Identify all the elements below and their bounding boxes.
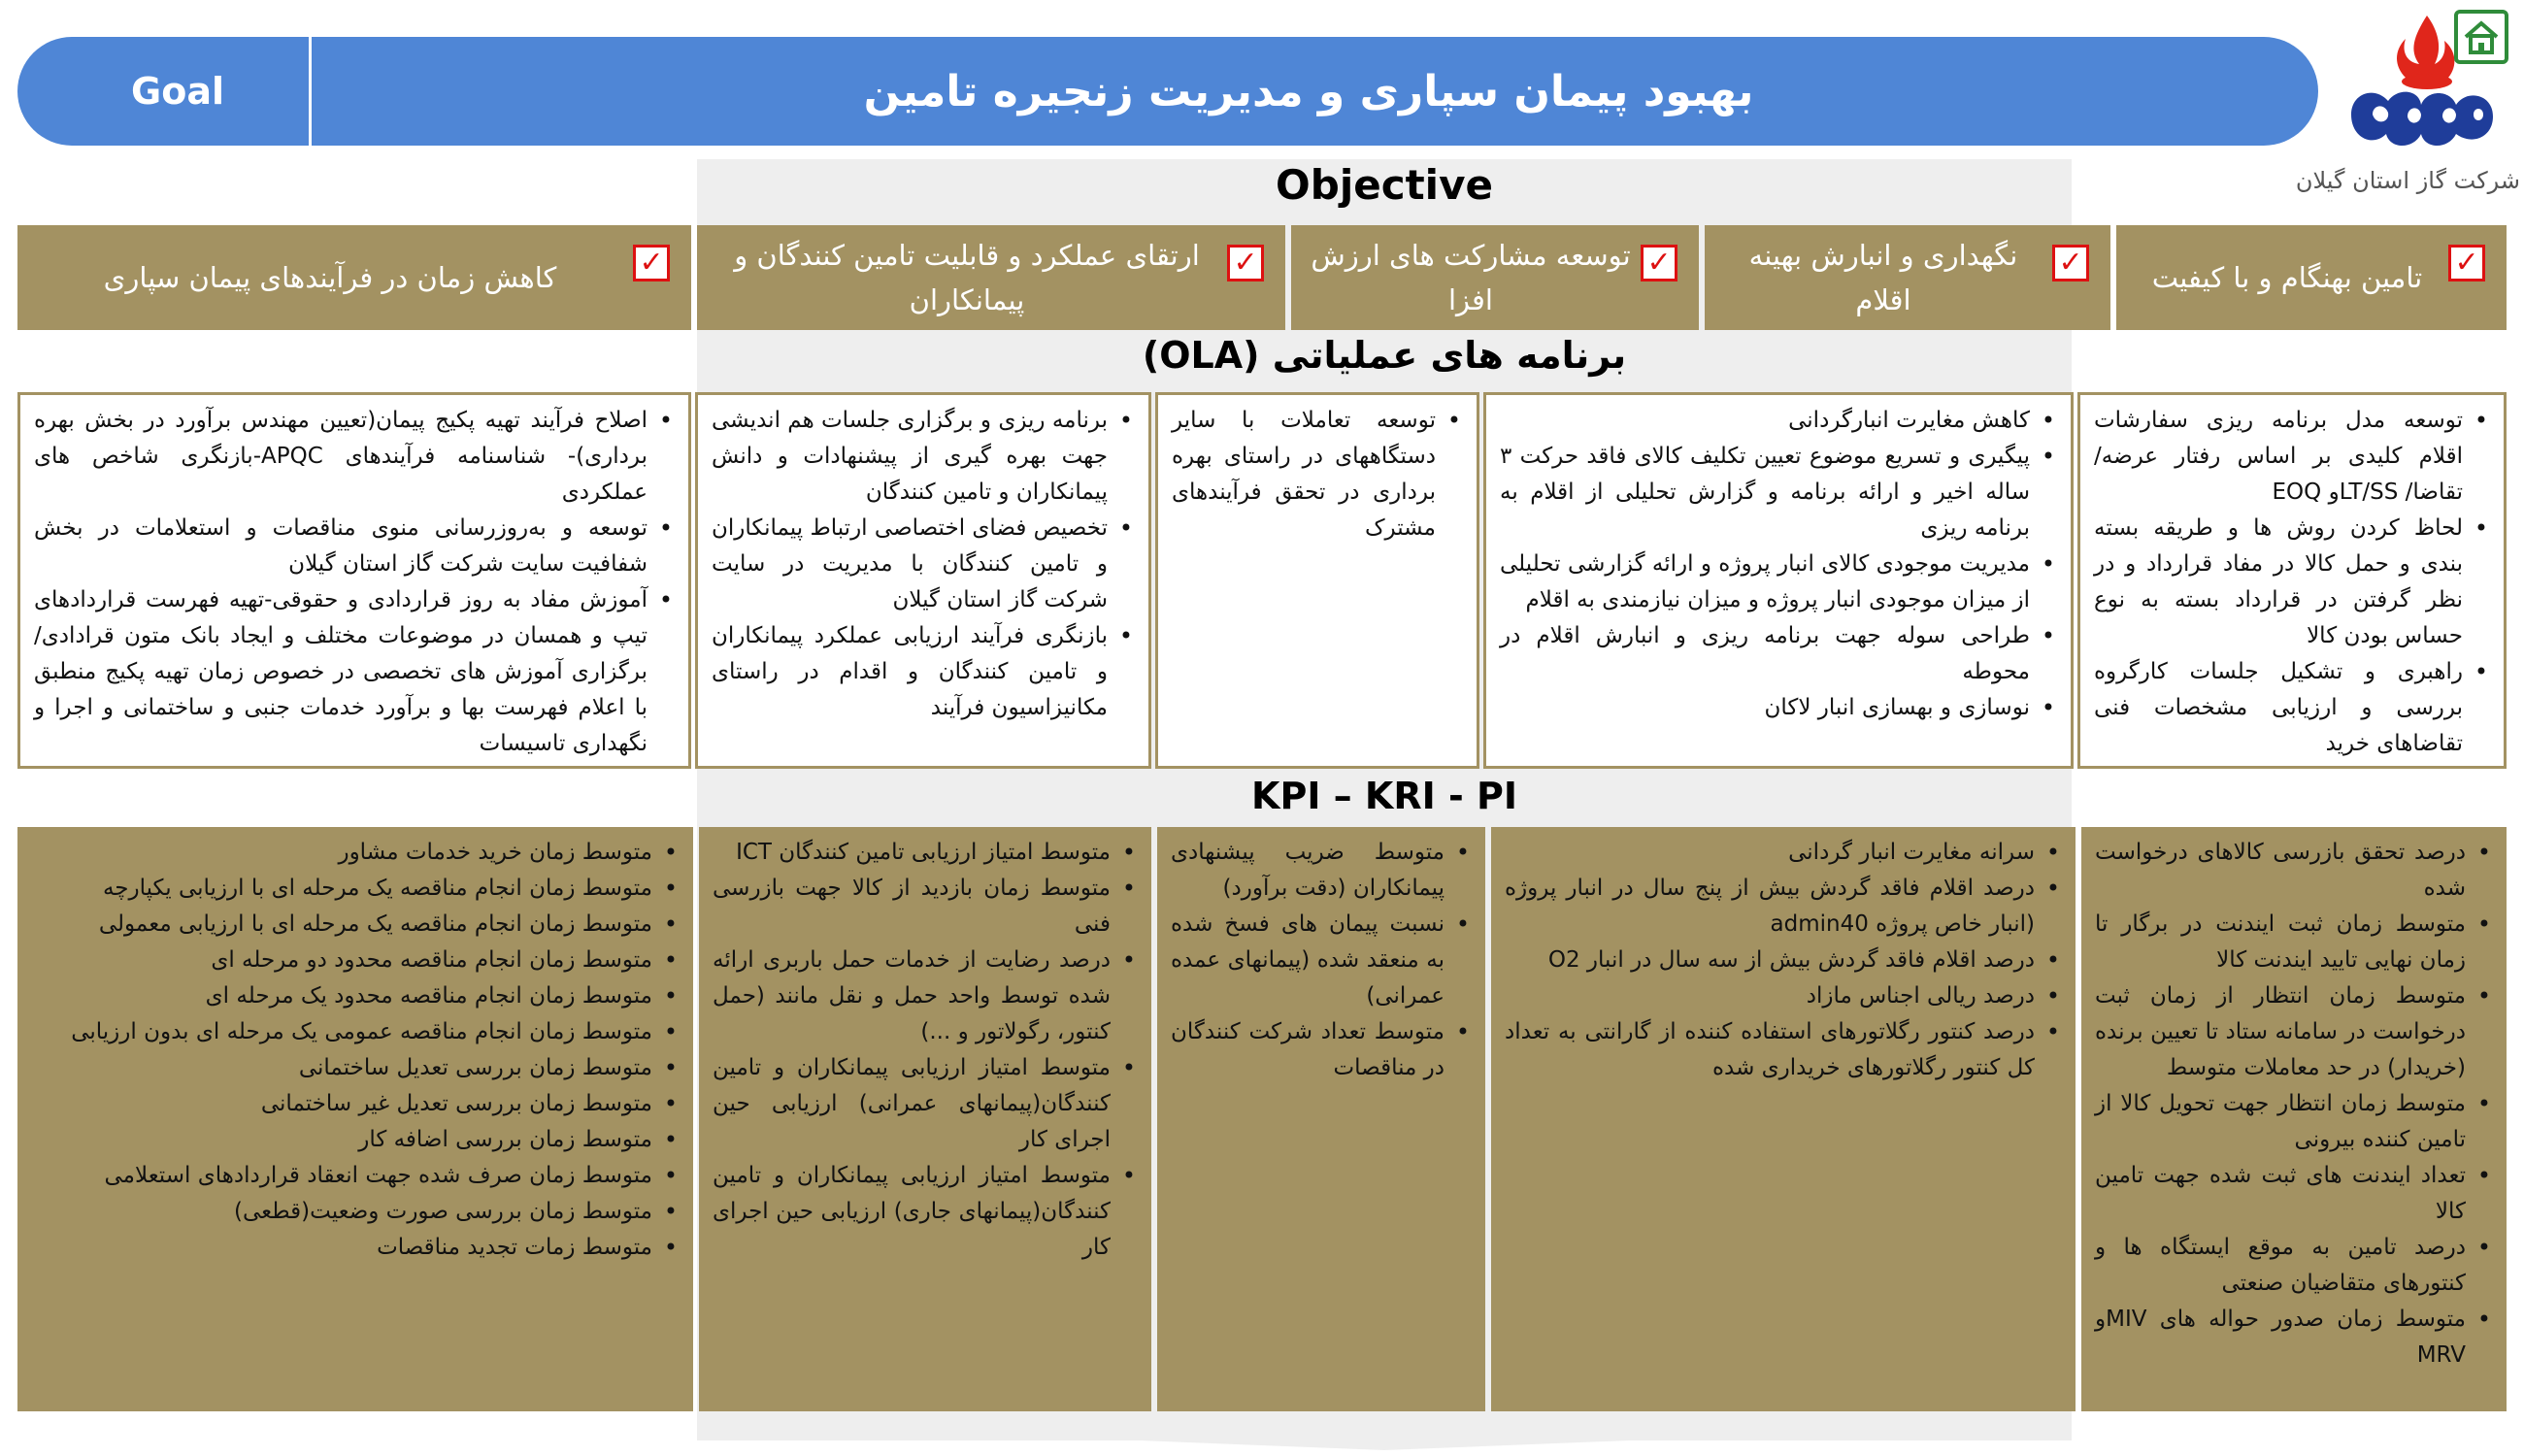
- kpi-box: [2081, 827, 2507, 1411]
- house-glyph-icon: [2458, 14, 2505, 60]
- list-item: • تعداد ایندنت های ثبت شده جهت تامین کالا: [2095, 1158, 2493, 1230]
- goal-divider: [309, 37, 312, 146]
- list-item: • متوسط زمان صرف شده جهت انعقاد قراردادهای استعلامی: [31, 1158, 680, 1194]
- list-item: • متوسط زمان بررسی اضافه کار: [31, 1122, 680, 1158]
- objective-label: ارتقای عملکرد و قابلیت تامین کنندگان و پیمانکاران: [734, 239, 1200, 316]
- list-item: • مدیریت موجودی کالای انبار پروژه و ارائه گزارشی تحلیلی از میزان موجودی انبار پروژه و میزان نیازمندی به اقلام: [1500, 546, 2057, 618]
- list-item: • درصد اقلام فاقد گردش بیش از پنج سال در انبار پروژه (انبار خاص پروژه admin40: [1505, 871, 2062, 943]
- list-item: • متوسط زمان انجام مناقصه یک مرحله ای با ارزیابی یکپارچه: [31, 871, 680, 907]
- list-item: • نوسازی و بهسازی انبار لاکان: [1500, 690, 2057, 726]
- kpi-box: [699, 827, 1151, 1411]
- goal-label: Goal: [131, 70, 224, 113]
- checkbox-icon: ✓: [2052, 245, 2089, 281]
- list-item: • اصلاح فرآیند تهیه پکیج پیمان(تعیین مهندس برآورد در بخش بهره برداری)- شناسنامه فرآیندهای APQC-بازنگری شاخص های عملکردی: [34, 403, 675, 511]
- list-item: • بازنگری فرآیند ارزیابی عملکرد پیمانکاران و تامین کنندگان و اقدام در راستای مکانیزاسیون فرآیند: [712, 618, 1135, 726]
- list-item: • متوسط زمان انجام مناقصه عمومی یک مرحله ای بدون ارزیابی: [31, 1014, 680, 1050]
- list-item: • آموزش مفاد به روز قراردادی و حقوقی-تهیه فهرست قراردادهای تیپ و همسان در موضوعات مختلف و ایجاد بانک متون قرادادی/ برگزاری آموزش های تخصصی در خصوص زمان تهیه پکیج منطبق با اعلام فهرست بها و برآورد خدمات جنبی و ساختمانی و اجرا و نگهداری تاسیسات: [34, 582, 675, 762]
- checkbox-icon: ✓: [1227, 245, 1264, 281]
- list-item: • درصد تحقق بازرسی کالاهای درخواست شده: [2095, 835, 2493, 907]
- objective-label: کاهش زمان در فرآیندهای پیمان سپاری: [103, 261, 557, 294]
- ola-heading: برنامه های عملیاتی (OLA): [1142, 334, 1627, 377]
- ola-box: [2077, 392, 2507, 769]
- list-item: • درصد رضایت از خدمات حمل باربری ارائه شده توسط واحد حمل و نقل مانند (حمل کنتور، رگولاتور و ...): [713, 943, 1138, 1050]
- home-icon[interactable]: [2454, 10, 2508, 64]
- list-item: • متوسط ضریب پیشنهادی پیمانکاران (دقت برآورد): [1171, 835, 1472, 907]
- list-item: • متوسط زمان بررسی تعدیل غیر ساختمانی: [31, 1086, 680, 1122]
- list-item: • متوسط امتیاز ارزیابی پیمانکاران و تامین کنندگان(پیمانهای عمرانی) ارزیابی حین اجرای کار: [713, 1050, 1138, 1158]
- list-item: • طراحی سوله جهت برنامه ریزی و انبارش اقلام در محوطه: [1500, 618, 2057, 690]
- list-item: • متوسط زمان انجام مناقصه محدود یک مرحله ای: [31, 978, 680, 1014]
- list-item: • توسعه تعاملات با سایر دستگاههای در راستای بهره برداری در تحقق فرآیندهای مشترک: [1172, 403, 1463, 546]
- kpi-box: [17, 827, 693, 1411]
- list-item: • متوسط زمان انجام مناقصه محدود دو مرحله ای: [31, 943, 680, 978]
- list-item: • متوسط تعداد شرکت کنندگان در مناقصات: [1171, 1014, 1472, 1086]
- kpi-box: [1491, 827, 2076, 1411]
- objective-cell: [1291, 225, 1699, 330]
- spine-arrow-foot: [697, 1411, 2072, 1450]
- kpi-heading: KPI – KRI - PI: [1251, 775, 1517, 817]
- list-item: • لحاظ کردن روش ها و طریقه بسته بندی و حمل کالا در مفاد قرارداد و در نظر گرفتن در قرارداد بسته به نوع حساس بودن کالا: [2094, 511, 2490, 654]
- list-item: • پیگیری و تسریع موضوع تعیین تکلیف کالای فاقد حرکت ۳ ساله اخیر و ارائه برنامه و گزارش تحلیلی از اقلام به برنامه ریزی: [1500, 439, 2057, 546]
- ola-box: [1483, 392, 2074, 769]
- list-item: • متوسط زمان بررسی تعدیل ساختمانی: [31, 1050, 680, 1086]
- list-item: • راهبری و تشکیل جلسات کارگروه بررسی و ارزیابی مشخصات فنی تقاضاهای خرید: [2094, 654, 2490, 762]
- list-item: • توسعه و به‌روزرسانی منوی مناقصات و استعلامات در بخش شفافیت سایت شرکت گاز استان گیلان: [34, 511, 675, 582]
- list-item: • درصد کنتور رگلاتورهای استفاده کننده از گارانتی به تعداد کل کنتور رگلاتورهای خریداری شده: [1505, 1014, 2062, 1086]
- list-item: • متوسط زمان بررسی صورت وضعیت(قطعی): [31, 1194, 680, 1230]
- objective-cell: [17, 225, 691, 330]
- objective-cell: [1705, 225, 2110, 330]
- list-item: • متوسط زمات تجدید مناقصات: [31, 1230, 680, 1266]
- checkbox-icon: ✓: [1641, 245, 1677, 281]
- list-item: • متوسط زمان انجام مناقصه یک مرحله ای با ارزیابی معمولی: [31, 907, 680, 943]
- ola-box: [17, 392, 691, 769]
- list-item: • متوسط زمان بازدید از کالا جهت بازرسی فنی: [713, 871, 1138, 943]
- list-item: • تخصیص فضای اختصاصی ارتباط پیمانکاران و تامین کنندگان با مدیریت در سایت شرکت گاز استان گیلان: [712, 511, 1135, 618]
- company-name: شرکت گاز استان گیلان: [2295, 167, 2520, 194]
- list-item: • درصد ریالی اجناس مازاد: [1505, 978, 2062, 1014]
- list-item: • درصد تامین به موقع ایستگاه ها و کنتورهای متقاضیان صنعتی: [2095, 1230, 2493, 1302]
- objective-cell: [697, 225, 1285, 330]
- objective-heading: Objective: [1276, 161, 1493, 209]
- checkbox-icon: ✓: [633, 245, 670, 281]
- list-item: • درصد اقلام فاقد گردش بیش از سه سال در انبار O2: [1505, 943, 2062, 978]
- checkbox-icon: ✓: [2448, 245, 2485, 281]
- ola-box: [695, 392, 1151, 769]
- list-item: • متوسط امتیاز ارزیابی تامین کنندگان ICT: [713, 835, 1138, 871]
- list-item: • سرانه مغایرت انبار گردانی: [1505, 835, 2062, 871]
- list-item: • متوسط زمان انتظار جهت تحویل کالا از تامین کننده بیرونی: [2095, 1086, 2493, 1158]
- list-item: • برنامه ریزی و برگزاری جلسات هم اندیشی جهت بهره گیری از پیشنهادات و دانش پیمانکاران و تامین کنندگان: [712, 403, 1135, 511]
- ola-box: [1155, 392, 1479, 769]
- objective-label: توسعه مشارکت های ارزش افزا: [1311, 239, 1631, 316]
- goal-bar: [17, 37, 2318, 146]
- list-item: • توسعه مدل برنامه ریزی سفارشات اقلام کلیدی بر اساس رفتار عرضه/تقاضا/ LT/SSو EOQ: [2094, 403, 2490, 511]
- list-item: • متوسط زمان انتظار از زمان ثبت درخواست در سامانه ستاد تا تعیین برنده (خریدار) در حد معاملات متوسط: [2095, 978, 2493, 1086]
- objective-label: تامین بهنگام و با کیفیت: [2151, 261, 2423, 294]
- kpi-box: [1157, 827, 1485, 1411]
- goal-title: بهبود پیمان سپاری و مدیریت زنجیره تامین: [863, 66, 1754, 116]
- list-item: • متوسط زمان صدور حواله های MIVو MRV: [2095, 1302, 2493, 1373]
- list-item: • متوسط امتیاز ارزیابی پیمانکاران و تامین کنندگان(پیمانهای جاری) ارزیابی حین اجرای کار: [713, 1158, 1138, 1266]
- list-item: • نسبت پیمان های فسخ شده به منعقد شده (پیمانهای عمده عمرانی): [1171, 907, 1472, 1014]
- objective-label: نگهداری و انبارش بهینه اقلام: [1748, 239, 2018, 316]
- list-item: • متوسط زمان خرید خدمات مشاور: [31, 835, 680, 871]
- list-item: • متوسط زمان ثبت ایندنت در برگار تا زمان نهایی تایید ایندنت کالا: [2095, 907, 2493, 978]
- objective-cell: [2116, 225, 2507, 330]
- list-item: • کاهش مغایرت انبارگردانی: [1500, 403, 2057, 439]
